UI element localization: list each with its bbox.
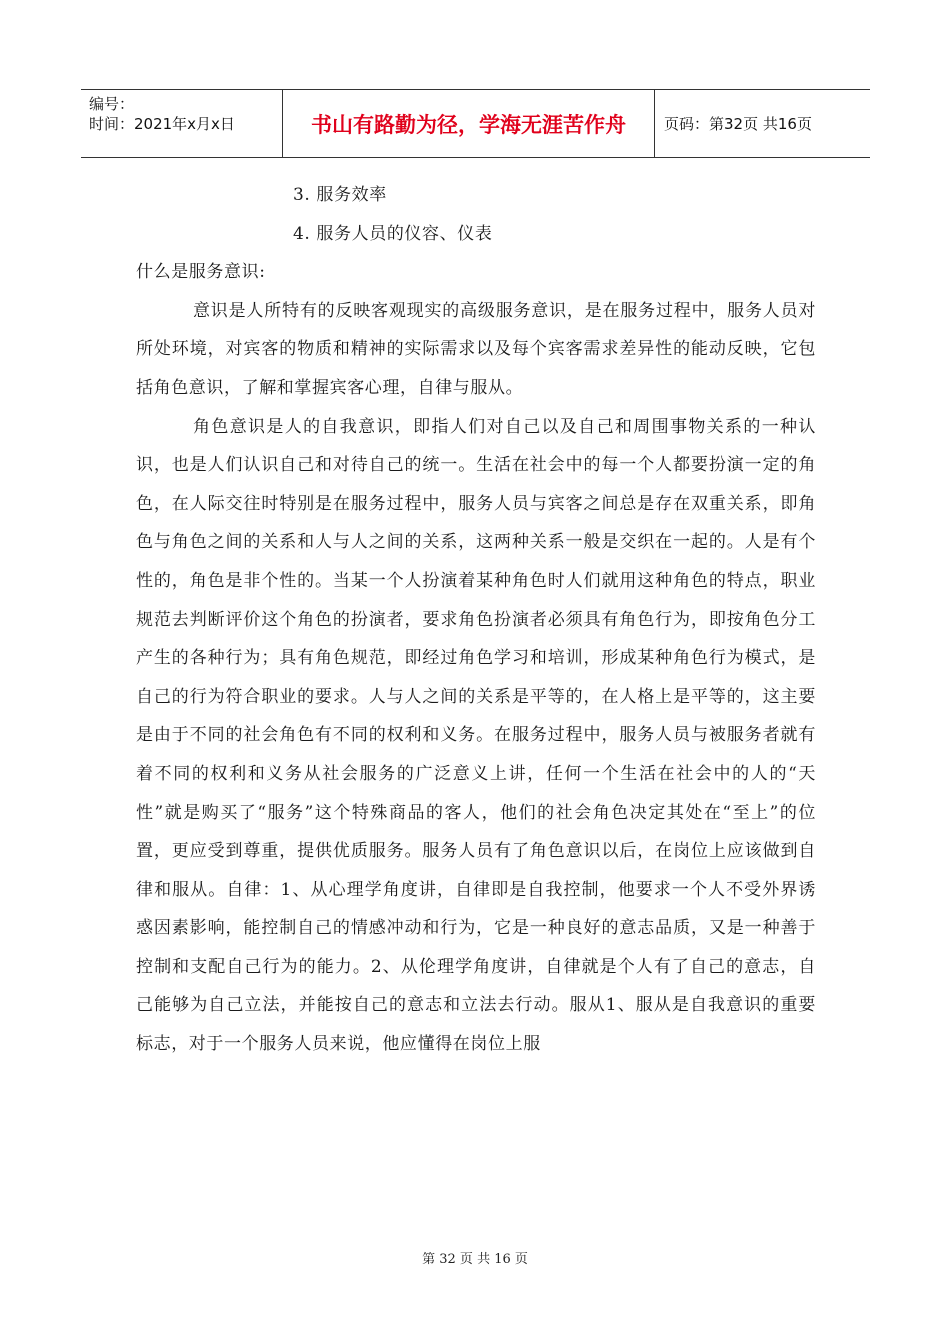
header-page-number: 页码：第32页 共16页 xyxy=(664,115,812,133)
section-question: 什么是服务意识: xyxy=(136,262,266,283)
document-number-label: 编号： xyxy=(89,95,135,113)
document-time-label: 时间：2021年x月x日 xyxy=(89,115,235,133)
document-body xyxy=(136,176,816,1064)
paragraph-role-awareness: 角色意识是人的自我意识，即指人们对自己以及自己和周围事物关系的一种认识，也是人们认识自己和对待自己的统一。生活在社会中的每一个人都要扮演一定的角色，在人际交往时特别是在服务过程中，服务人员与宾客之间总是存在双重关系，即角色与角色之间的关系和人与人之间的关系，这两种关系一般是交织在一起的。人是有个性的，角色是非个性的。当某一个人扮演着某种角色时人们就用这种角色的特点，职业规范去判断评价这个角色的扮演者，要求角色扮演者必须具有角色行为，即按角色分工产生的各种行为；具有角色规范，即经过角色学习和培训，形成某种角色行为模式，是自己的行为符合职业的要求。人与人之间的关系是平等的，在人格上是平等的，这主要是由于不同的社会角色有不同的权利和义务。在服务过程中，服务人员与被服务者就有着不同的权利和义务从社会服务的广泛意义上讲，任何一个生活在社会中的人的“天性”就是购买了“服务”这个特殊商品的客人，他们的社会角色决定其处在“至上”的位置，更应受到尊重，提供优质服务。服务人员有了角色意识以后，在岗位上应该做到自律和服从。自律：1、从心理学角度讲，自律即是自我控制，他要求一个人不受外界诱惑因素影响，能控制自己的情感冲动和行为，它是一种良好的意志品质，又是一种善于控制和支配自己行为的能力。2、从伦理学角度讲，自律就是个人有了自己的意志，自己能够为自己立法，并能按自己的意志和立法去行动。服从1、服从是自我意识的重要标志，对于一个服务人员来说，他应懂得在岗位上服 xyxy=(136,416,816,1055)
header-motto: 书山有路勤为径，学海无涯苦作舟 xyxy=(282,90,655,157)
paragraph-service-awareness: 意识是人所特有的反映客观现实的高级服务意识，是在服务过程中，服务人员对所处环境，对宾客的物质和精神的实际需求以及每个宾客需求差异性的能动反映，它包括角色意识，了解和掌握宾客心理，自律与服从。 xyxy=(136,300,816,398)
list-item-service-efficiency: 3. 服务效率 xyxy=(293,185,387,205)
header-info-cell xyxy=(81,90,282,157)
page-footer: 第 32 页 共 16 页 xyxy=(422,1252,528,1267)
list-item-staff-appearance: 4. 服务人员的仪容、仪表 xyxy=(293,223,493,244)
page-header xyxy=(81,89,870,158)
